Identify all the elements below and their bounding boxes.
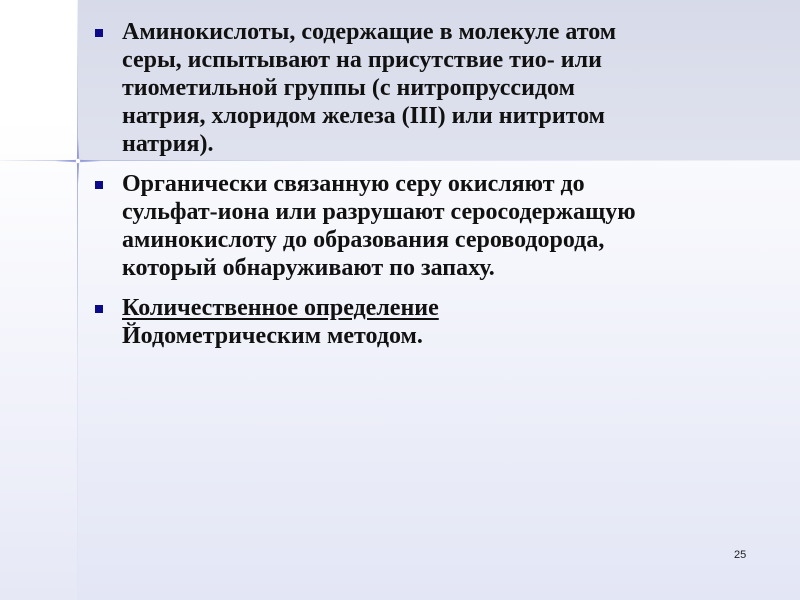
bullet-item-sulfur-tests (92, 18, 772, 158)
page-number: 25 (734, 549, 747, 561)
left-panel (0, 0, 78, 600)
bullet-text-line: серы, испытывают на присутствие тио- или (122, 47, 602, 73)
bullet-text-line: сульфат-иона или разрушают серосодержащую (122, 199, 636, 225)
bullet-text-line: тиометильной группы (с нитропруссидом (122, 75, 575, 101)
vertical-rule (77, 0, 78, 600)
bullet-text-line: натрия). (122, 131, 214, 157)
bullet-heading: Количественное определение (122, 295, 439, 321)
bullet-item-sulfur-oxidation (92, 170, 772, 282)
bullet-text-line: натрия, хлоридом железа (III) или нитритом (122, 103, 606, 129)
bullet-text-line: аминокислоту до образования сероводорода, (122, 227, 605, 253)
bullet-text-line: Органически связанную серу окисляют до (122, 171, 585, 197)
bullet-text-line: Йодометрическим методом. (122, 323, 423, 349)
bullet-item-quantitative (92, 294, 772, 350)
bullet-square-icon (95, 181, 103, 189)
bullet-text-line: Аминокислоты, содержащие в молекуле атом (122, 19, 617, 45)
bullet-text-line: который обнаруживают по запаху. (122, 255, 495, 281)
bullet-square-icon (95, 29, 103, 37)
slide-content (92, 18, 772, 362)
bullet-square-icon (95, 305, 103, 313)
